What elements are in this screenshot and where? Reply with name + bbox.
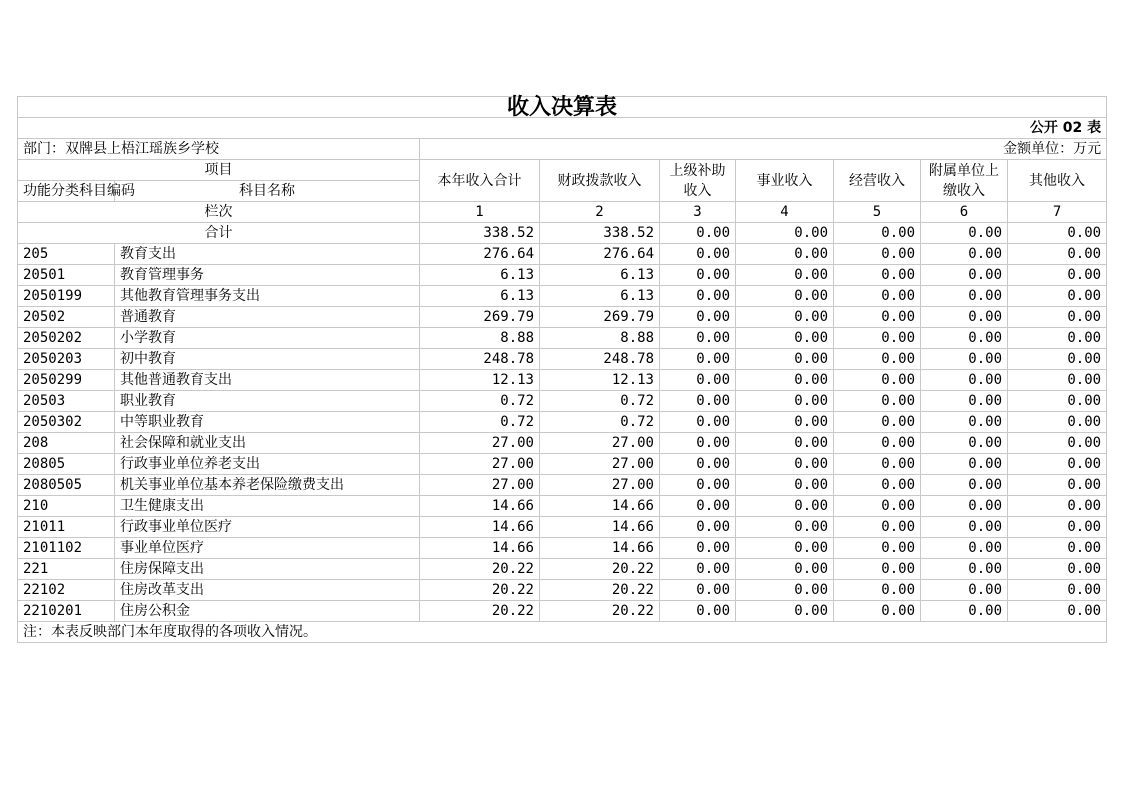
amount-cell: 12.13 <box>420 370 540 391</box>
amount-cell: 0.00 <box>834 349 921 370</box>
subject-name: 初中教育 <box>115 349 420 370</box>
amount-cell: 0.00 <box>921 391 1008 412</box>
amount-cell: 0.00 <box>834 265 921 286</box>
amount-cell: 0.00 <box>736 244 834 265</box>
subject-code: 2101102 <box>18 538 115 559</box>
subject-name: 事业单位医疗 <box>115 538 420 559</box>
amount-cell: 0.00 <box>921 475 1008 496</box>
amount-cell: 0.00 <box>921 559 1008 580</box>
subject-name: 行政事业单位养老支出 <box>115 454 420 475</box>
header-other: 其他收入 <box>1008 160 1107 202</box>
subject-code: 208 <box>18 433 115 454</box>
amount-cell: 0.00 <box>736 580 834 601</box>
amount-cell: 0.00 <box>736 328 834 349</box>
subject-code: 21011 <box>18 517 115 538</box>
amount-cell: 0.00 <box>736 412 834 433</box>
amount-cell: 0.00 <box>660 265 736 286</box>
subject-name: 行政事业单位医疗 <box>115 517 420 538</box>
amount-cell: 0.00 <box>921 580 1008 601</box>
header-superior: 上级补助收入 <box>660 160 736 202</box>
amount-cell: 0.00 <box>921 433 1008 454</box>
header-affiliated: 附属单位上缴收入 <box>921 160 1008 202</box>
amount-cell: 0.00 <box>921 454 1008 475</box>
table-row <box>18 244 1107 265</box>
total-value: 0.00 <box>1008 223 1107 244</box>
subject-name: 中等职业教育 <box>115 412 420 433</box>
amount-cell: 0.00 <box>1008 601 1107 622</box>
amount-cell: 20.22 <box>540 601 660 622</box>
table-row <box>18 391 1107 412</box>
header-func-code: 功能分类科目编码 <box>18 181 115 202</box>
amount-cell: 8.88 <box>420 328 540 349</box>
amount-cell: 0.00 <box>736 559 834 580</box>
subject-code: 2210201 <box>18 601 115 622</box>
amount-cell: 0.00 <box>921 370 1008 391</box>
amount-cell: 0.00 <box>1008 517 1107 538</box>
amount-cell: 0.00 <box>1008 286 1107 307</box>
table-row <box>18 370 1107 391</box>
amount-cell: 0.00 <box>921 244 1008 265</box>
amount-cell: 0.00 <box>1008 580 1107 601</box>
amount-cell: 0.00 <box>736 517 834 538</box>
subject-code: 2050302 <box>18 412 115 433</box>
header-operating: 经营收入 <box>834 160 921 202</box>
amount-cell: 0.00 <box>921 412 1008 433</box>
table-row <box>18 559 1107 580</box>
table-row <box>18 286 1107 307</box>
total-value: 0.00 <box>834 223 921 244</box>
subject-code: 221 <box>18 559 115 580</box>
amount-cell: 0.00 <box>660 328 736 349</box>
subject-code: 22102 <box>18 580 115 601</box>
amount-cell: 0.00 <box>736 601 834 622</box>
amount-cell: 269.79 <box>540 307 660 328</box>
amount-cell: 0.00 <box>736 496 834 517</box>
amount-cell: 0.00 <box>834 433 921 454</box>
amount-cell: 14.66 <box>540 496 660 517</box>
subject-name: 住房保障支出 <box>115 559 420 580</box>
amount-cell: 0.72 <box>420 412 540 433</box>
amount-cell: 0.00 <box>834 454 921 475</box>
amount-cell: 0.00 <box>834 328 921 349</box>
table-row <box>18 601 1107 622</box>
amount-cell: 0.00 <box>921 307 1008 328</box>
index-num: 6 <box>921 202 1008 223</box>
amount-cell: 0.00 <box>736 475 834 496</box>
amount-cell: 0.00 <box>834 475 921 496</box>
subject-name: 住房公积金 <box>115 601 420 622</box>
amount-cell: 0.00 <box>1008 433 1107 454</box>
amount-cell: 0.00 <box>834 517 921 538</box>
amount-cell: 0.00 <box>1008 475 1107 496</box>
header-subject-name: 科目名称 <box>115 181 420 202</box>
header-project: 项目 <box>18 160 420 181</box>
amount-cell: 6.13 <box>540 265 660 286</box>
table-row <box>18 454 1107 475</box>
amount-cell: 27.00 <box>540 475 660 496</box>
amount-cell: 276.64 <box>420 244 540 265</box>
table-row <box>18 496 1107 517</box>
amount-cell: 14.66 <box>420 538 540 559</box>
amount-cell: 12.13 <box>540 370 660 391</box>
amount-cell: 0.00 <box>1008 349 1107 370</box>
header-fiscal: 财政拨款收入 <box>540 160 660 202</box>
amount-cell: 0.00 <box>921 286 1008 307</box>
amount-cell: 20.22 <box>420 580 540 601</box>
amount-cell: 14.66 <box>420 517 540 538</box>
amount-cell: 0.00 <box>834 370 921 391</box>
amount-cell: 0.00 <box>1008 559 1107 580</box>
amount-cell: 14.66 <box>540 538 660 559</box>
amount-cell: 0.00 <box>660 349 736 370</box>
amount-cell: 0.00 <box>1008 496 1107 517</box>
amount-cell: 0.00 <box>736 307 834 328</box>
subject-code: 2050202 <box>18 328 115 349</box>
amount-cell: 0.00 <box>660 601 736 622</box>
amount-cell: 20.22 <box>540 559 660 580</box>
amount-cell: 0.00 <box>834 580 921 601</box>
amount-cell: 0.00 <box>660 412 736 433</box>
subject-name: 职业教育 <box>115 391 420 412</box>
amount-cell: 0.00 <box>1008 391 1107 412</box>
index-num: 4 <box>736 202 834 223</box>
amount-cell: 0.00 <box>921 601 1008 622</box>
amount-cell: 0.00 <box>1008 244 1107 265</box>
amount-cell: 0.00 <box>1008 307 1107 328</box>
amount-cell: 27.00 <box>540 433 660 454</box>
table-row <box>18 517 1107 538</box>
amount-cell: 0.00 <box>1008 538 1107 559</box>
amount-cell: 248.78 <box>420 349 540 370</box>
amount-cell: 276.64 <box>540 244 660 265</box>
amount-cell: 0.00 <box>834 412 921 433</box>
amount-cell: 0.00 <box>921 328 1008 349</box>
table-row <box>18 307 1107 328</box>
amount-cell: 0.00 <box>834 244 921 265</box>
subject-name: 卫生健康支出 <box>115 496 420 517</box>
subject-code: 2050299 <box>18 370 115 391</box>
amount-cell: 0.72 <box>420 391 540 412</box>
subject-code: 20503 <box>18 391 115 412</box>
index-num: 5 <box>834 202 921 223</box>
index-row-label: 栏次 <box>18 202 420 223</box>
amount-cell: 20.22 <box>420 559 540 580</box>
subject-name: 教育支出 <box>115 244 420 265</box>
subject-name: 教育管理事务 <box>115 265 420 286</box>
total-row <box>18 223 1107 244</box>
amount-cell: 0.00 <box>736 391 834 412</box>
amount-cell: 0.00 <box>1008 454 1107 475</box>
amount-cell: 14.66 <box>540 517 660 538</box>
amount-cell: 0.00 <box>921 538 1008 559</box>
index-num: 2 <box>540 202 660 223</box>
subject-code: 2080505 <box>18 475 115 496</box>
amount-cell: 0.00 <box>660 244 736 265</box>
amount-cell: 0.00 <box>660 580 736 601</box>
amount-cell: 0.00 <box>1008 370 1107 391</box>
department-label: 部门：双牌县上梧江瑶族乡学校 <box>18 139 420 160</box>
total-value: 0.00 <box>660 223 736 244</box>
amount-cell: 0.00 <box>660 454 736 475</box>
total-value: 338.52 <box>420 223 540 244</box>
subject-code: 20501 <box>18 265 115 286</box>
amount-cell: 0.00 <box>660 433 736 454</box>
subject-code: 205 <box>18 244 115 265</box>
subject-name: 社会保障和就业支出 <box>115 433 420 454</box>
amount-cell: 0.00 <box>660 559 736 580</box>
amount-cell: 0.00 <box>921 349 1008 370</box>
unit-label: 金额单位：万元 <box>420 139 1107 160</box>
subject-name: 机关事业单位基本养老保险缴费支出 <box>115 475 420 496</box>
amount-cell: 0.00 <box>660 286 736 307</box>
amount-cell: 0.00 <box>834 496 921 517</box>
subject-name: 其他普通教育支出 <box>115 370 420 391</box>
amount-cell: 0.00 <box>1008 412 1107 433</box>
table-row <box>18 328 1107 349</box>
amount-cell: 0.00 <box>660 307 736 328</box>
amount-cell: 6.13 <box>420 265 540 286</box>
amount-cell: 0.00 <box>834 307 921 328</box>
table-row <box>18 580 1107 601</box>
amount-cell: 27.00 <box>420 454 540 475</box>
income-final-accounts-table <box>17 96 1107 643</box>
amount-cell: 0.00 <box>834 286 921 307</box>
amount-cell: 0.00 <box>736 538 834 559</box>
amount-cell: 0.00 <box>736 433 834 454</box>
subject-name: 其他教育管理事务支出 <box>115 286 420 307</box>
amount-cell: 0.00 <box>834 538 921 559</box>
amount-cell: 269.79 <box>420 307 540 328</box>
table-row <box>18 349 1107 370</box>
table-number: 公开 02 表 <box>18 118 1107 139</box>
index-num: 3 <box>660 202 736 223</box>
amount-cell: 6.13 <box>420 286 540 307</box>
amount-cell: 14.66 <box>420 496 540 517</box>
amount-cell: 0.00 <box>834 559 921 580</box>
total-value: 0.00 <box>921 223 1008 244</box>
amount-cell: 0.00 <box>736 286 834 307</box>
table-row <box>18 538 1107 559</box>
amount-cell: 0.00 <box>660 496 736 517</box>
amount-cell: 0.72 <box>540 391 660 412</box>
subject-code: 210 <box>18 496 115 517</box>
subject-code: 20502 <box>18 307 115 328</box>
table-note: 注：本表反映部门本年度取得的各项收入情况。 <box>18 622 1107 643</box>
subject-name: 小学教育 <box>115 328 420 349</box>
table-row <box>18 433 1107 454</box>
index-num: 7 <box>1008 202 1107 223</box>
table-row <box>18 475 1107 496</box>
amount-cell: 8.88 <box>540 328 660 349</box>
amount-cell: 0.00 <box>736 454 834 475</box>
header-business: 事业收入 <box>736 160 834 202</box>
amount-cell: 0.00 <box>921 265 1008 286</box>
amount-cell: 27.00 <box>540 454 660 475</box>
page-title: 收入决算表 <box>18 97 1107 118</box>
amount-cell: 0.00 <box>660 370 736 391</box>
amount-cell: 0.00 <box>834 601 921 622</box>
subject-name: 普通教育 <box>115 307 420 328</box>
subject-code: 2050203 <box>18 349 115 370</box>
amount-cell: 0.00 <box>736 265 834 286</box>
amount-cell: 20.22 <box>540 580 660 601</box>
amount-cell: 0.00 <box>736 370 834 391</box>
index-num: 1 <box>420 202 540 223</box>
amount-cell: 0.00 <box>660 517 736 538</box>
header-total: 本年收入合计 <box>420 160 540 202</box>
amount-cell: 27.00 <box>420 475 540 496</box>
amount-cell: 0.00 <box>660 475 736 496</box>
subject-name: 住房改革支出 <box>115 580 420 601</box>
amount-cell: 0.00 <box>1008 328 1107 349</box>
amount-cell: 0.00 <box>921 496 1008 517</box>
total-value: 0.00 <box>736 223 834 244</box>
amount-cell: 0.72 <box>540 412 660 433</box>
amount-cell: 0.00 <box>660 538 736 559</box>
amount-cell: 0.00 <box>834 391 921 412</box>
amount-cell: 0.00 <box>660 391 736 412</box>
total-label: 合计 <box>18 223 420 244</box>
amount-cell: 0.00 <box>1008 265 1107 286</box>
subject-code: 2050199 <box>18 286 115 307</box>
amount-cell: 6.13 <box>540 286 660 307</box>
amount-cell: 248.78 <box>540 349 660 370</box>
subject-code: 20805 <box>18 454 115 475</box>
amount-cell: 0.00 <box>736 349 834 370</box>
amount-cell: 0.00 <box>921 517 1008 538</box>
table-row <box>18 265 1107 286</box>
table-row <box>18 412 1107 433</box>
total-value: 338.52 <box>540 223 660 244</box>
amount-cell: 27.00 <box>420 433 540 454</box>
amount-cell: 20.22 <box>420 601 540 622</box>
